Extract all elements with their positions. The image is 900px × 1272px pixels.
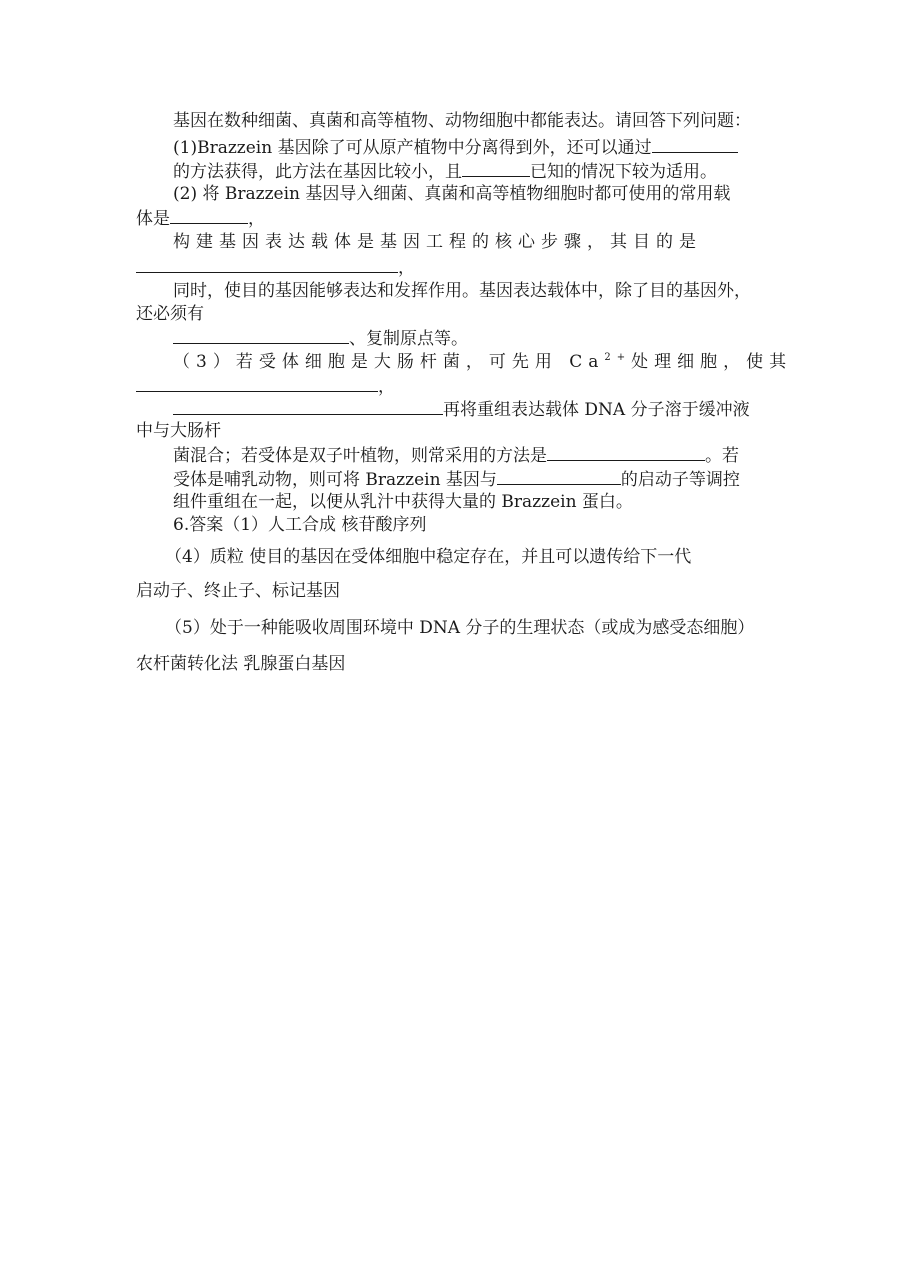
question-2-text: 构建基因表达载体是基因工程的核心步骤，其目的是: [173, 232, 702, 252]
question-2-text: 还必须有: [136, 304, 204, 324]
question-3-text: 处理细胞，使其: [631, 352, 793, 372]
superscript: 2+: [604, 352, 632, 363]
answer-blank: [136, 256, 398, 273]
text-line: [165, 617, 754, 639]
question-3-text: 组件重组在一起，以便从乳汁中获得大量的 Brazzein 蛋白。: [173, 492, 633, 512]
answer-blank: [170, 207, 248, 224]
text-line: [173, 514, 426, 536]
answer-text: （5）处于一种能吸收周围环境中 DNA 分子的生理状态（或成为感受态细胞）: [165, 618, 755, 638]
answer-blank: [173, 398, 443, 415]
text-line: [136, 580, 340, 602]
answer-blank: [652, 136, 738, 153]
question-2-text: ，: [398, 258, 415, 278]
question-3-text: 受体是哺乳动物，则可将 Brazzein 基因与: [173, 470, 497, 490]
question-3-text: （3）若受体细胞是大肠杆菌，可先用 Ca: [173, 352, 605, 372]
question-1-text: 已知的情况下较为适用。: [530, 162, 717, 182]
text-line: [136, 303, 204, 325]
text-line: [173, 231, 702, 253]
text-line: [173, 160, 717, 183]
question-1-text: 的方法获得，此方法在基因比较小，且: [173, 162, 462, 182]
text-line: [136, 420, 221, 442]
question-2-text: 、复制原点等。: [349, 329, 468, 349]
answer-blank: [547, 444, 705, 461]
text-line: [136, 207, 265, 230]
question-2-text: 体是: [136, 209, 170, 229]
question-2-text: (2) 将 Brazzein 基因导入细菌、真菌和高等植物细胞时都可使用的常用载: [173, 184, 731, 204]
answer-text: 启动子、终止子、标记基因: [136, 581, 340, 601]
text-line: [173, 491, 633, 513]
text-line: [136, 653, 345, 675]
question-3-text: ，: [378, 377, 395, 397]
text-line: [136, 375, 395, 398]
answer-blank: [173, 327, 349, 344]
text-line: [173, 280, 751, 302]
question-3-text: 中与大肠杆: [136, 421, 221, 441]
answer-text: （4）质粒 使目的基因在受体细胞中稳定存在，并且可以遗传给下一代: [165, 547, 692, 567]
question-3-text: 的启动子等调控: [620, 470, 740, 490]
text-line: [136, 256, 415, 279]
answer-heading: 6.答案（1）人工合成 核苷酸序列: [173, 515, 427, 535]
text-line: [173, 398, 750, 421]
text-line: [173, 136, 738, 159]
question-3-text: 。若: [705, 446, 739, 466]
question-3-text: 菌混合；若受体是双子叶植物，则常采用的方法是: [173, 446, 547, 466]
question-3-text: 再将重组表达载体 DNA 分子溶于缓冲液: [443, 400, 750, 420]
answer-blank: [497, 468, 621, 485]
text-line: [165, 546, 691, 568]
answer-text: 农杆菌转化法 乳腺蛋白基因: [136, 654, 346, 674]
question-intro: 基因在数种细菌、真菌和高等植物、动物细胞中都能表达。请回答下列问题：: [173, 111, 751, 131]
answer-blank: [136, 375, 378, 392]
text-line: [173, 468, 740, 491]
text-line: [173, 351, 792, 373]
question-2-text: 同时，使目的基因能够表达和发挥作用。基因表达载体中，除了目的基因外，: [173, 281, 751, 301]
question-2-text: ，: [248, 209, 265, 229]
text-line: [173, 183, 730, 205]
text-line: [173, 327, 468, 350]
answer-blank: [462, 160, 530, 177]
text-line: [173, 110, 751, 132]
question-1-text: (1)Brazzein 基因除了可从原产植物中分离得到外，还可以通过: [173, 138, 652, 158]
text-line: [173, 444, 739, 467]
